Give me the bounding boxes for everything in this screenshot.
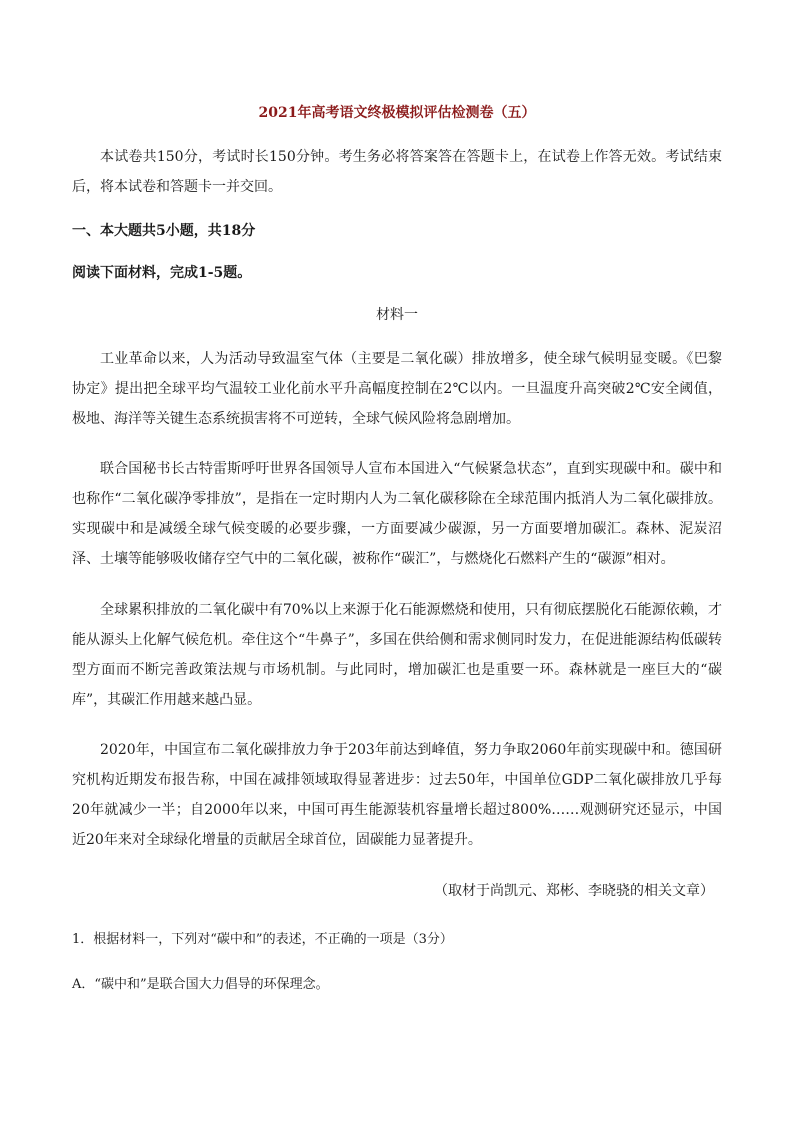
material-label: 材料一 xyxy=(376,307,418,323)
material-paragraph-2: 联合国秘书长古特雷斯呼吁世界各国领导人宣布本国进入“气候紧急状态”，直到实现碳中和。碳中和也称作“二氧化碳净零排放”，是指在一定时期内人为二氧化碳移除在全球范围内抵消人为二氧化碳排放。实现碳中和是减缓全球气候变暖的必要步骤，一方面要减少碳源，另一方面要增加碳汇。森林、泥炭沼泽、土壤等能够吸收储存空气中的二氧化碳，被称作“碳汇”，与燃烧化石燃料产生的“碳源”相对。 xyxy=(72,461,722,567)
page-title: 2021年高考语文终极模拟评估检测卷（五） xyxy=(258,105,536,121)
section-heading: 一、本大题共5小题，共18分 xyxy=(72,223,256,239)
material-paragraph-4: 2020年，中国宣布二氧化碳排放力争于203年前达到峰值，努力争取2060年前实现碳中和。德国研究机构近期发布报告称，中国在减排领域取得显著进步：过去50年，中国单位GDP二氧化碳排放几乎每20年就减少一半；自2000年以来，中国可再生能源装机容量增长超过800%……观测研究还显示，中国近20年来对全球绿化增量的贡献居全球首位，固碳能力显著提升。 xyxy=(72,742,722,848)
option-a: A．“碳中和”是联合国大力倡导的环保理念。 xyxy=(72,977,329,992)
material-paragraph-3: 全球累积排放的二氧化碳中有70%以上来源于化石能源燃烧和使用，只有彻底摆脱化石能源依赖，才能从源头上化解气候危机。牵住这个“牛鼻子”，多国在供给侧和需求侧同时发力，在促进能源结构低碳转型方面而不断完善政策法规与市场机制。与此同时，增加碳汇也是重要一环。森林就是一座巨大的“碳库”，其碳汇作用越来越凸显。 xyxy=(72,602,722,708)
source-citation: （取材于尚凯元、郑彬、李晓骁的相关文章） xyxy=(434,883,714,899)
intro-paragraph: 本试卷共150分，考试时长150分钟。考生务必将答案答在答题卡上，在试卷上作答无效。考试结束后，将本试卷和答题卡一并交回。 xyxy=(72,149,722,195)
reading-instruction: 阅读下面材料，完成1-5题。 xyxy=(72,265,252,281)
question-1: 1．根据材料一，下列对“碳中和”的表述，不正确的一项是（3分） xyxy=(72,932,453,947)
material-paragraph-1: 工业革命以来，人为活动导致温室气体（主要是二氧化碳）排放增多，使全球气候明显变暖。《巴黎协定》提出把全球平均气温较工业化前水平升高幅度控制在2℃以内。一旦温度升高突破2℃安全阈值，极地、海洋等关键生态系统损害将不可逆转，全球气候风险将急剧增加。 xyxy=(72,351,722,427)
